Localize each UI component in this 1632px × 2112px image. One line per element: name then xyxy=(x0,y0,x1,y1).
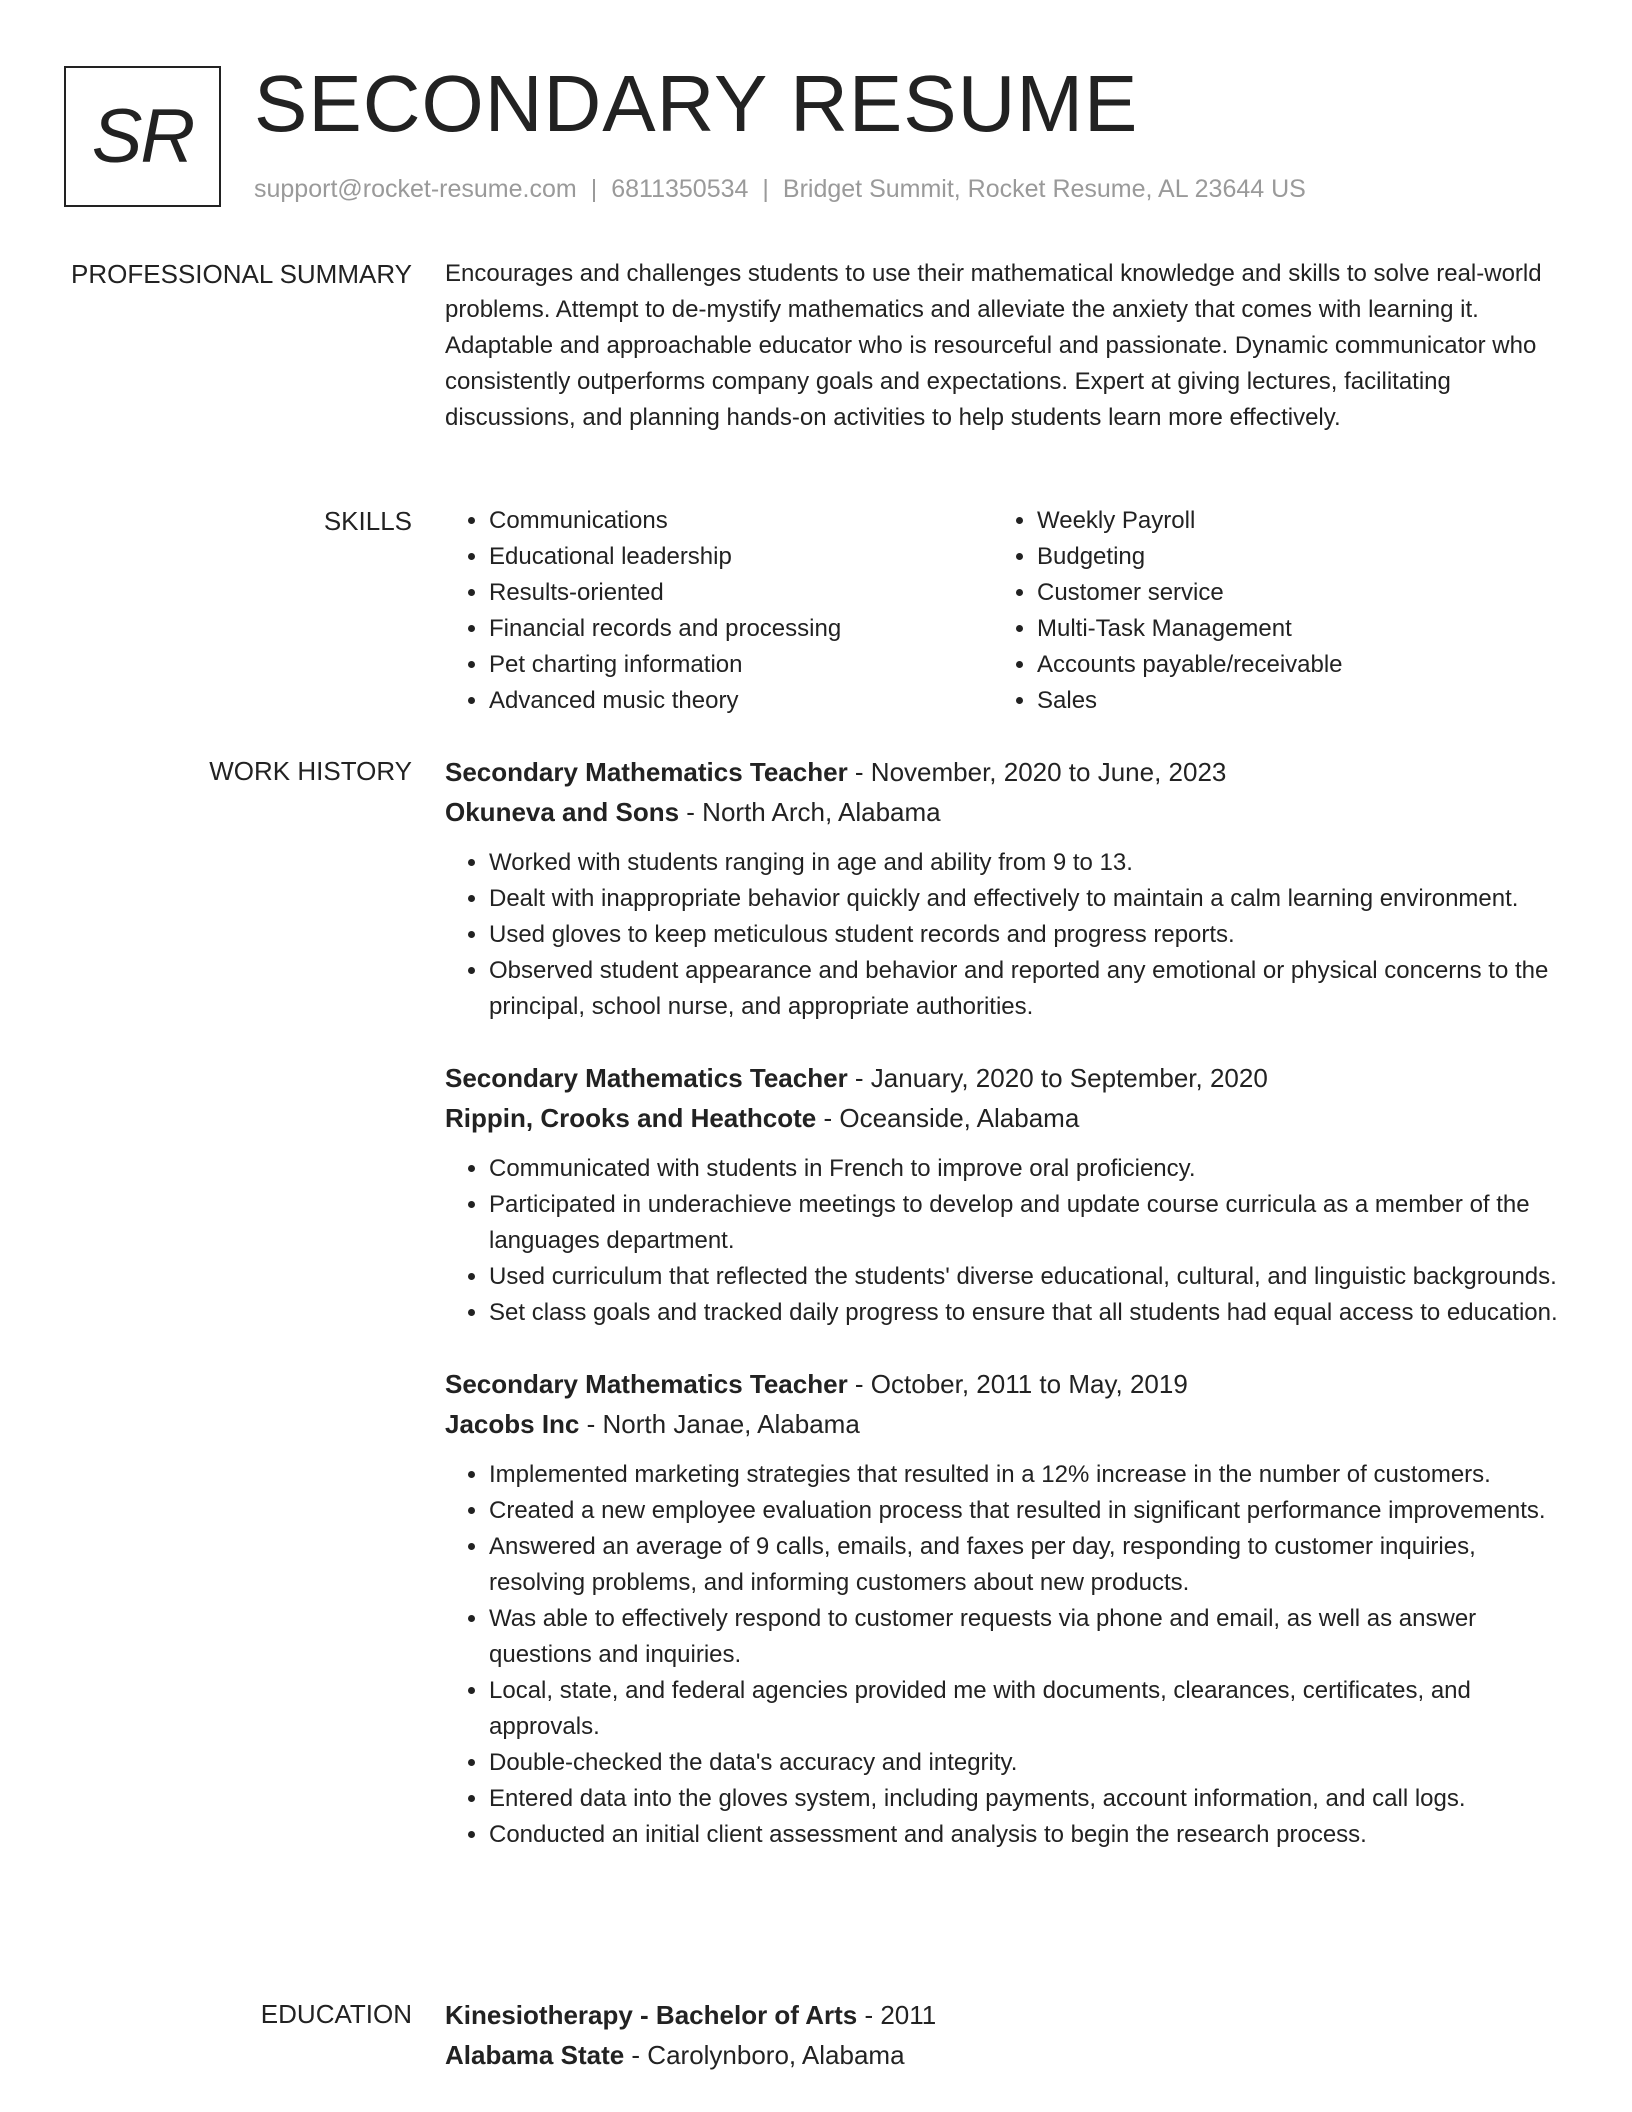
job-bullet: • Observed student appearance and behavior and reported any emotional or physical concerns to the principal, school nurse, and appropriate authorities. xyxy=(489,953,1565,1025)
skill-item: • Financial records and processing xyxy=(489,611,993,647)
monogram-initials: SR xyxy=(91,94,194,179)
resume-title: SECONDARY RESUME xyxy=(254,59,1139,148)
job-bullet: • Worked with students ranging in age and ability from 9 to 13. xyxy=(489,845,1565,881)
contact-line xyxy=(254,172,1306,206)
job-title: Secondary Mathematics Teacher xyxy=(445,757,848,787)
job-dates: - November, 2020 to June, 2023 xyxy=(847,757,1227,787)
skill-item: • Weekly Payroll xyxy=(1037,503,1343,539)
education-label: EDUCATION xyxy=(260,1999,412,2029)
skill-item: • Advanced music theory xyxy=(489,683,993,719)
education-school: Alabama State xyxy=(445,2040,625,2070)
job-bullet: • Local, state, and federal agencies provided me with documents, clearances, certificates, and approvals. xyxy=(489,1673,1565,1745)
job-bullet: • Entered data into the gloves system, including payments, account information, and call logs. xyxy=(489,1781,1565,1817)
job-bullet: • Double-checked the data's accuracy and integrity. xyxy=(489,1745,1565,1781)
job-company: Okuneva and Sons xyxy=(445,797,680,827)
job-bullets xyxy=(445,845,1565,1025)
job-location: - North Arch, Alabama xyxy=(679,797,941,827)
skill-item: • Educational leadership xyxy=(489,539,993,575)
job-bullet: • Dealt with inappropriate behavior quickly and effectively to maintain a calm learning environment. xyxy=(489,881,1565,917)
job-bullet: • Used curriculum that reflected the students' diverse educational, cultural, and linguistic backgrounds. xyxy=(489,1259,1565,1295)
skill-item: • Budgeting xyxy=(1037,539,1343,575)
job-bullet: • Conducted an initial client assessment and analysis to begin the research process. xyxy=(489,1817,1565,1853)
separator: | xyxy=(762,175,769,203)
work-history-section xyxy=(445,753,1565,1887)
job-title-line xyxy=(445,1365,1565,1403)
job-dates: - October, 2011 to May, 2019 xyxy=(847,1369,1188,1399)
job-bullet: • Used gloves to keep meticulous student records and progress reports. xyxy=(489,917,1565,953)
job-entry xyxy=(445,753,1565,1025)
job-company-line xyxy=(445,1405,1565,1443)
skill-item: • Multi-Task Management xyxy=(1037,611,1343,647)
job-bullet: • Set class goals and tracked daily progress to ensure that all students had equal access to education. xyxy=(489,1295,1565,1331)
contact-address: Bridget Summit, Rocket Resume, AL 23644 US xyxy=(782,175,1306,203)
skills-list-left xyxy=(445,503,993,719)
job-entry xyxy=(445,1059,1565,1331)
summary-text: Encourages and challenges students to use their mathematical knowledge and skills to solve real-world problems. Attempt to de-mystify mathematics and alleviate the anxiety that comes with learning it. Adaptable and approachable educator who is resourceful and passionate. Dynamic communicator who consistently outperforms company goals and expectations. Expert at giving lectures, facilitating discussions, and planning hands-on activities to help students learn more effectively. xyxy=(445,260,1542,431)
job-bullet: • Communicated with students in French to improve oral proficiency. xyxy=(489,1151,1565,1187)
education-degree: Kinesiotherapy - Bachelor of Arts xyxy=(445,2000,858,2030)
skills-list-right xyxy=(993,503,1343,719)
job-bullets xyxy=(445,1457,1565,1853)
work-history-label: WORK HISTORY xyxy=(209,756,412,786)
job-bullet: • Participated in underachieve meetings to develop and update course curricula as a member of the languages department. xyxy=(489,1187,1565,1259)
skills-label: SKILLS xyxy=(323,506,412,536)
job-company: Rippin, Crooks and Heathcote xyxy=(445,1103,817,1133)
monogram-logo xyxy=(64,66,221,207)
job-company-line xyxy=(445,793,1565,831)
skill-item: • Pet charting information xyxy=(489,647,993,683)
separator: | xyxy=(590,175,598,203)
summary-section xyxy=(445,256,1565,436)
job-dates: - January, 2020 to September, 2020 xyxy=(847,1063,1268,1093)
education-school-line xyxy=(445,2036,1565,2074)
education-location: - Carolynboro, Alabama xyxy=(624,2040,905,2070)
skill-item: • Communications xyxy=(489,503,993,539)
contact-phone: 6811350534 xyxy=(611,175,749,203)
job-title-line xyxy=(445,753,1565,791)
job-bullet: • Created a new employee evaluation process that resulted in significant performance improvements. xyxy=(489,1493,1565,1529)
education-section xyxy=(445,1996,1565,2074)
skill-item: • Sales xyxy=(1037,683,1343,719)
skill-item: • Accounts payable/receivable xyxy=(1037,647,1343,683)
job-title: Secondary Mathematics Teacher xyxy=(445,1063,848,1093)
skills-section xyxy=(445,503,1565,719)
job-location: - North Janae, Alabama xyxy=(579,1409,860,1439)
skill-item: • Results-oriented xyxy=(489,575,993,611)
skill-item: • Customer service xyxy=(1037,575,1343,611)
contact-email: support@rocket-resume.com xyxy=(254,175,577,203)
education-degree-line xyxy=(445,1996,1565,2034)
job-location: - Oceanside, Alabama xyxy=(816,1103,1080,1133)
job-company-line xyxy=(445,1099,1565,1137)
summary-label: PROFESSIONAL SUMMARY xyxy=(71,259,412,289)
job-bullet: • Implemented marketing strategies that resulted in a 12% increase in the number of customers. xyxy=(489,1457,1565,1493)
job-title-line xyxy=(445,1059,1565,1097)
job-company: Jacobs Inc xyxy=(445,1409,580,1439)
job-bullet: • Was able to effectively respond to customer requests via phone and email, as well as answer questions and inquiries. xyxy=(489,1601,1565,1673)
job-entry xyxy=(445,1365,1565,1853)
job-title: Secondary Mathematics Teacher xyxy=(445,1369,848,1399)
job-bullets xyxy=(445,1151,1565,1331)
education-year: - 2011 xyxy=(857,2000,937,2030)
job-bullet: • Answered an average of 9 calls, emails, and faxes per day, responding to customer inquiries, resolving problems, and informing customers about new products. xyxy=(489,1529,1565,1601)
